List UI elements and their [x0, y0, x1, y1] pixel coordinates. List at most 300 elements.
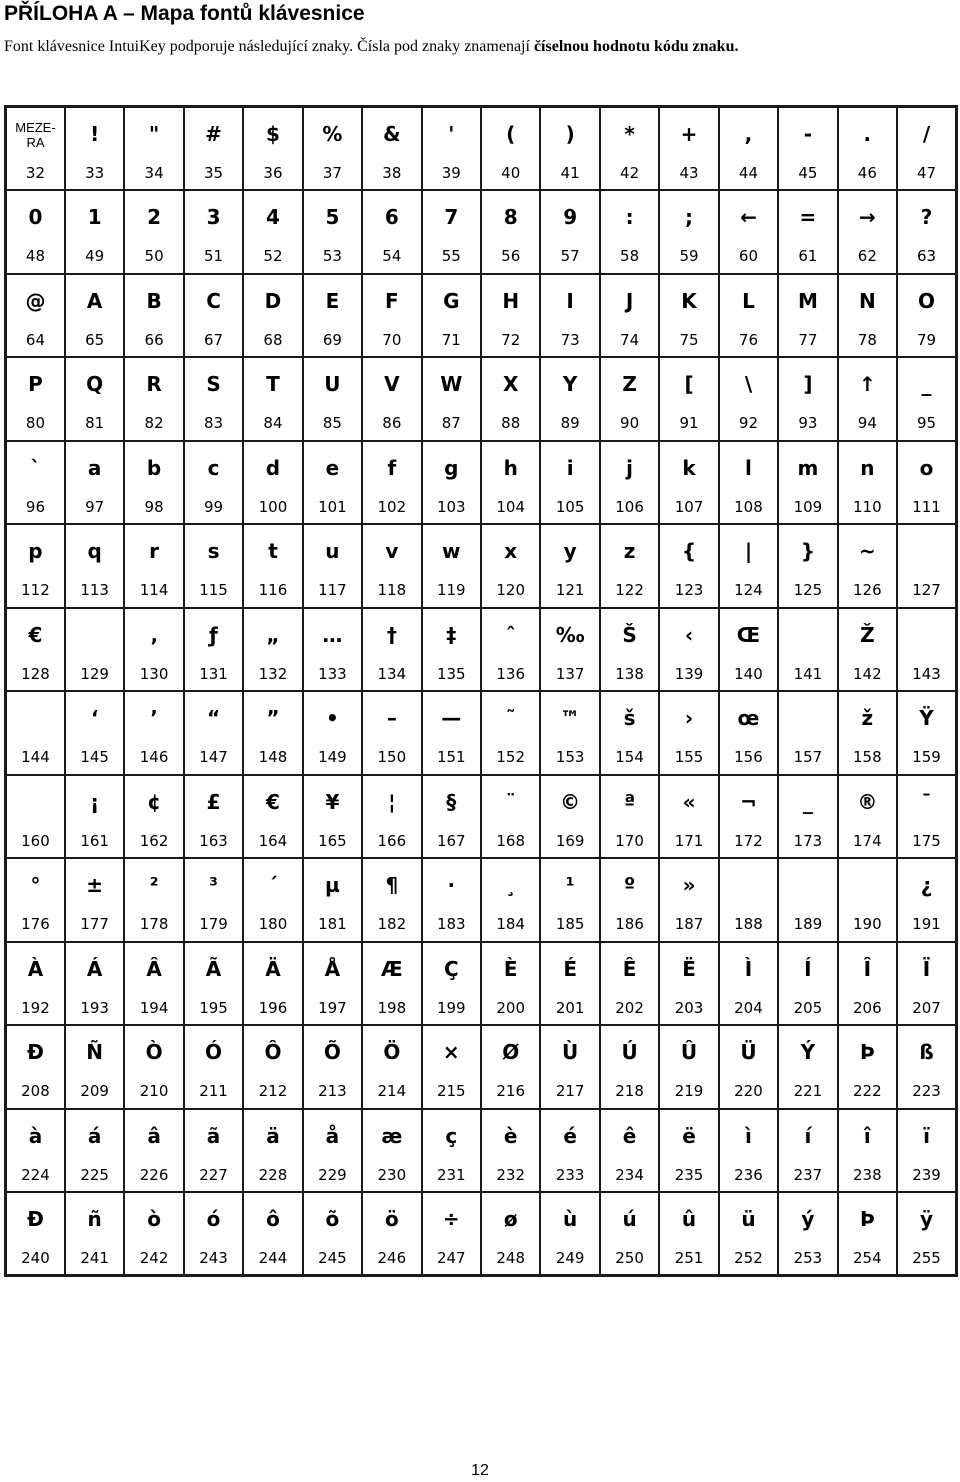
char-code: 65: [85, 330, 105, 349]
char-glyph: @: [25, 288, 46, 313]
char-code: 224: [21, 1165, 50, 1184]
char-cell: [422, 107, 481, 191]
char-cell: [540, 357, 599, 441]
char-glyph: [7, 785, 64, 819]
char-code: 162: [139, 831, 169, 850]
char-cell: [303, 775, 362, 859]
char-code: 142: [853, 664, 882, 683]
char-code: 40: [501, 164, 521, 182]
char-cell: [600, 357, 659, 441]
char-cell: [838, 608, 897, 692]
char-glyph: H: [502, 288, 520, 313]
char-cell: [124, 190, 183, 274]
char-code: 129: [80, 664, 109, 683]
char-glyph: p: [28, 539, 43, 563]
char-glyph: ¢: [147, 789, 162, 814]
char-cell: [659, 858, 718, 942]
char-cell: [362, 274, 421, 358]
char-glyph: [66, 618, 123, 652]
char-glyph: à: [28, 1123, 43, 1148]
char-cell: [243, 1109, 302, 1193]
char-code: 86: [382, 414, 402, 432]
char-glyph: B: [146, 288, 162, 313]
char-cell: [897, 274, 956, 358]
char-cell: [481, 858, 540, 942]
char-glyph: \: [744, 372, 753, 396]
char-code: 171: [674, 831, 704, 850]
char-code: 109: [793, 497, 823, 516]
char-cell: [243, 357, 302, 441]
char-glyph: |: [744, 539, 753, 563]
char-cell: [124, 1192, 183, 1276]
char-cell: [422, 441, 481, 525]
char-glyph: µ: [325, 873, 340, 897]
char-code: 94: [857, 414, 877, 432]
char-code: 202: [615, 998, 644, 1017]
char-glyph: ±: [86, 873, 104, 897]
char-code: 89: [560, 414, 580, 432]
char-code: 236: [734, 1165, 763, 1184]
char-cell: [897, 524, 956, 608]
char-cell: [65, 775, 124, 859]
char-cell: [362, 107, 421, 191]
char-glyph: ô: [266, 1207, 280, 1231]
char-code: 168: [496, 831, 526, 850]
char-code: 217: [555, 1082, 585, 1100]
char-code: 196: [258, 998, 288, 1017]
char-cell: [897, 608, 956, 692]
char-code: 238: [853, 1165, 882, 1184]
char-code: 61: [798, 247, 818, 265]
char-cell: [124, 608, 183, 692]
char-glyph: ÷: [442, 1207, 460, 1231]
char-code: 239: [912, 1165, 941, 1184]
char-cell: [481, 1109, 540, 1193]
char-cell: [184, 775, 243, 859]
char-code: 188: [734, 915, 763, 933]
char-glyph: P: [28, 372, 43, 396]
table-row: [6, 691, 957, 775]
char-glyph: ¿: [920, 873, 933, 897]
page-title: PŘÍLOHA A – Mapa fontů klávesnice: [4, 2, 365, 25]
char-cell: [540, 942, 599, 1026]
char-glyph: ÿ: [920, 1207, 934, 1231]
char-cell: [124, 357, 183, 441]
char-code: 140: [734, 664, 763, 683]
char-code: 200: [496, 998, 526, 1017]
char-cell: [778, 691, 837, 775]
char-cell: [243, 190, 302, 274]
char-code: 91: [679, 414, 699, 432]
char-code: 252: [734, 1249, 763, 1267]
char-code: 173: [793, 831, 823, 850]
char-cell: [719, 1109, 778, 1193]
char-cell: [124, 942, 183, 1026]
char-glyph: g: [444, 455, 459, 480]
char-glyph: A: [86, 288, 103, 313]
char-glyph: b: [146, 455, 162, 480]
char-glyph: Y: [562, 372, 578, 396]
char-glyph: ": [148, 122, 160, 146]
char-code: 234: [615, 1165, 644, 1184]
char-code: 148: [258, 748, 288, 766]
char-code: 189: [793, 915, 823, 933]
char-glyph: [779, 868, 836, 902]
char-cell: [65, 691, 124, 775]
char-cell: [184, 524, 243, 608]
char-cell: [481, 775, 540, 859]
char-code: 195: [199, 998, 228, 1017]
char-cell: [540, 190, 599, 274]
char-code: 218: [615, 1082, 644, 1100]
char-code: 159: [912, 748, 941, 766]
char-cell: [897, 441, 956, 525]
char-code: 36: [263, 164, 283, 182]
char-cell: [659, 775, 718, 859]
char-glyph: Á: [86, 956, 103, 981]
char-code: 205: [793, 998, 823, 1017]
char-cell: [659, 942, 718, 1026]
char-code: 175: [912, 831, 941, 850]
char-code: 67: [203, 330, 224, 349]
char-code: 108: [734, 497, 763, 516]
char-glyph: ë: [682, 1123, 696, 1148]
intro-paragraph: [4, 38, 738, 56]
char-glyph: Ä: [265, 956, 281, 981]
char-glyph: Ý: [800, 1040, 816, 1064]
char-glyph: —: [441, 706, 462, 730]
char-cell: [65, 1109, 124, 1193]
char-code: 155: [674, 748, 704, 766]
char-glyph: ø: [503, 1207, 518, 1231]
char-code: 219: [674, 1082, 704, 1100]
char-code: 248: [496, 1249, 526, 1267]
char-glyph: ‡: [446, 622, 457, 647]
char-cell: [243, 942, 302, 1026]
char-cell: [600, 1025, 659, 1109]
char-cell: [303, 691, 362, 775]
char-cell: [243, 775, 302, 859]
char-glyph: ‹: [684, 622, 694, 647]
char-code: 170: [615, 831, 644, 850]
char-code: 98: [144, 497, 164, 516]
char-cell: [481, 524, 540, 608]
char-cell: [719, 1192, 778, 1276]
char-code: 240: [21, 1249, 50, 1267]
char-code: 167: [436, 831, 466, 850]
char-code: 42: [620, 164, 640, 182]
char-code: 51: [203, 247, 224, 265]
char-glyph: É: [563, 956, 577, 981]
char-cell: [422, 775, 481, 859]
char-code: 121: [555, 581, 585, 599]
char-cell: [303, 1025, 362, 1109]
char-code: 77: [798, 330, 818, 349]
char-code: 156: [734, 748, 763, 766]
char-cell: [600, 691, 659, 775]
char-glyph: Ì: [744, 956, 753, 981]
char-code: 75: [679, 330, 699, 349]
char-glyph: 4: [266, 205, 280, 229]
char-cell: [6, 274, 65, 358]
char-cell: [362, 608, 421, 692]
char-glyph: Ö: [383, 1040, 401, 1064]
char-glyph: î: [863, 1123, 871, 1148]
char-glyph: O: [918, 288, 936, 313]
char-cell: [778, 107, 837, 191]
char-code: 225: [80, 1165, 109, 1184]
char-cell: [6, 1192, 65, 1276]
char-cell: [659, 1025, 718, 1109]
char-cell: [719, 441, 778, 525]
char-glyph: ª: [623, 789, 636, 814]
char-glyph: 1: [87, 205, 102, 229]
char-glyph: ä: [266, 1123, 280, 1148]
char-glyph: «: [682, 789, 696, 814]
char-cell: [897, 357, 956, 441]
char-cell: [124, 1109, 183, 1193]
char-code: 63: [916, 247, 937, 265]
char-code: 110: [853, 497, 882, 516]
char-code: 210: [139, 1082, 169, 1100]
char-glyph: 5: [325, 205, 340, 229]
char-glyph: û: [681, 1207, 697, 1231]
char-cell: [6, 107, 65, 191]
char-code: 58: [620, 247, 640, 265]
char-code: 190: [853, 915, 882, 933]
char-cell: [65, 441, 124, 525]
char-cell: [362, 441, 421, 525]
char-glyph: ‚: [150, 622, 158, 647]
char-cell: [243, 608, 302, 692]
char-code: 70: [382, 330, 402, 349]
char-code: 174: [853, 831, 882, 850]
char-cell: [659, 524, 718, 608]
char-cell: [362, 1025, 421, 1109]
char-glyph: S: [206, 372, 221, 396]
char-code: 197: [318, 998, 347, 1017]
char-code: 50: [144, 247, 164, 265]
char-glyph: (: [506, 122, 516, 146]
char-code: 128: [21, 664, 50, 683]
char-code: 44: [738, 164, 759, 182]
char-code: 87: [441, 414, 461, 432]
char-glyph: J: [625, 288, 634, 313]
char-cell: [778, 942, 837, 1026]
char-glyph: Q: [86, 372, 104, 396]
char-cell: [184, 691, 243, 775]
char-cell: [540, 107, 599, 191]
char-cell: [897, 107, 956, 191]
char-code: 43: [679, 164, 699, 182]
char-code: 247: [436, 1249, 466, 1267]
char-code: 33: [85, 164, 105, 182]
char-cell: [540, 441, 599, 525]
char-glyph: Í: [804, 956, 812, 981]
char-cell: [243, 524, 302, 608]
char-glyph: }: [800, 539, 816, 563]
char-cell: [362, 691, 421, 775]
char-cell: [184, 1025, 243, 1109]
char-glyph: ·: [447, 873, 456, 897]
char-glyph: ¨: [505, 789, 516, 814]
char-code: 84: [263, 414, 283, 432]
char-glyph: {: [681, 539, 697, 563]
char-code: 141: [793, 664, 823, 683]
char-code: 172: [734, 831, 763, 850]
char-code: 241: [80, 1249, 109, 1267]
char-glyph: Þ: [859, 1207, 875, 1231]
char-code: 222: [853, 1082, 882, 1100]
char-glyph: Ó: [205, 1040, 223, 1064]
char-code: 41: [560, 164, 580, 182]
char-glyph: ¬: [740, 789, 757, 814]
char-code: 192: [21, 998, 50, 1017]
char-code: 184: [496, 915, 526, 933]
char-code: 124: [734, 581, 763, 599]
char-cell: [540, 691, 599, 775]
char-code: 160: [21, 831, 50, 850]
char-glyph: Ü: [740, 1040, 757, 1064]
char-code: 104: [496, 497, 526, 516]
char-glyph: D: [264, 288, 282, 313]
char-code: 152: [496, 748, 526, 766]
char-glyph: ž: [861, 706, 874, 730]
char-code: 215: [436, 1082, 466, 1100]
char-glyph: Û: [680, 1040, 698, 1064]
char-glyph: Ù: [562, 1040, 579, 1064]
char-cell: [719, 608, 778, 692]
char-code: 245: [318, 1249, 347, 1267]
char-code: 64: [25, 330, 46, 349]
table-row: [6, 1025, 957, 1109]
char-code: 147: [199, 748, 228, 766]
char-cell: [719, 691, 778, 775]
char-cell: [422, 942, 481, 1026]
char-glyph: ý: [801, 1207, 815, 1231]
char-glyph: *: [624, 122, 635, 146]
char-glyph: ¹: [565, 873, 575, 897]
char-glyph: [720, 868, 777, 902]
table-row: [6, 942, 957, 1026]
char-glyph: Õ: [323, 1040, 341, 1064]
char-glyph: Þ: [859, 1040, 875, 1064]
char-cell: [600, 775, 659, 859]
intro-text: Font klávesnice IntuiKey podporuje následující znaky. Čísla pod znaky znamenají: [4, 38, 534, 55]
char-glyph: é: [563, 1123, 577, 1148]
char-glyph: œ: [737, 706, 760, 730]
char-glyph: T: [266, 372, 280, 396]
char-cell: [6, 691, 65, 775]
char-code: 68: [263, 330, 283, 349]
char-glyph: G: [443, 288, 460, 313]
char-glyph: F: [385, 288, 399, 313]
char-glyph: ‘: [90, 706, 99, 730]
char-cell: [540, 775, 599, 859]
char-glyph: Ï: [922, 956, 931, 981]
char-cell: [540, 1109, 599, 1193]
char-cell: [6, 942, 65, 1026]
char-code: 118: [377, 581, 407, 599]
char-code: 53: [322, 247, 342, 265]
char-cell: [303, 1109, 362, 1193]
char-glyph: £: [206, 789, 221, 814]
char-cell: [540, 274, 599, 358]
char-code: 180: [258, 915, 288, 933]
char-glyph: C: [206, 288, 221, 313]
table-row: [6, 190, 957, 274]
char-cell: [838, 524, 897, 608]
char-cell: [778, 274, 837, 358]
char-glyph: u: [325, 539, 340, 563]
char-glyph: í: [804, 1123, 812, 1148]
char-code: 138: [615, 664, 644, 683]
char-cell: [303, 942, 362, 1026]
char-code: 116: [258, 581, 288, 599]
char-glyph: V: [384, 372, 400, 396]
char-code: 242: [139, 1249, 169, 1267]
char-code: 107: [674, 497, 704, 516]
char-glyph: $: [266, 122, 280, 146]
char-cell: [481, 691, 540, 775]
char-cell: [778, 441, 837, 525]
char-cell: [838, 1109, 897, 1193]
char-code: 34: [144, 164, 164, 182]
char-cell: [184, 107, 243, 191]
char-cell: [659, 608, 718, 692]
char-code: 135: [436, 664, 466, 683]
char-glyph: &: [383, 122, 401, 146]
char-cell: [303, 274, 362, 358]
char-code: 243: [199, 1249, 228, 1267]
char-code: 39: [441, 164, 461, 182]
char-cell: [659, 1192, 718, 1276]
char-code: 56: [501, 247, 521, 265]
char-cell: [6, 1025, 65, 1109]
char-code: 223: [912, 1082, 941, 1100]
char-cell: [184, 441, 243, 525]
char-code: 209: [80, 1082, 109, 1100]
char-code: 46: [857, 164, 877, 182]
char-code: 78: [857, 330, 877, 349]
char-glyph: j: [626, 455, 634, 480]
table-row: [6, 858, 957, 942]
char-cell: [719, 1025, 778, 1109]
char-glyph: Ã: [205, 956, 222, 981]
char-code: 206: [853, 998, 882, 1017]
char-cell: [422, 1025, 481, 1109]
char-code: 199: [436, 998, 466, 1017]
char-glyph: 0: [28, 205, 43, 229]
char-glyph: ~: [858, 539, 876, 563]
char-code: 99: [203, 497, 224, 516]
char-code: 103: [436, 497, 466, 516]
char-code: 221: [793, 1082, 823, 1100]
char-cell: [422, 1109, 481, 1193]
char-code: 90: [620, 414, 640, 432]
char-code: 214: [377, 1082, 407, 1100]
table-row: [6, 274, 957, 358]
char-code: 154: [615, 748, 644, 766]
char-glyph: ': [448, 122, 455, 146]
char-code: 127: [912, 581, 941, 599]
char-glyph: Î: [863, 956, 872, 981]
char-code: 145: [80, 748, 109, 766]
char-glyph: Š: [622, 622, 637, 647]
char-code: 146: [139, 748, 169, 766]
char-code: 163: [199, 831, 228, 850]
char-code: 212: [258, 1082, 288, 1100]
